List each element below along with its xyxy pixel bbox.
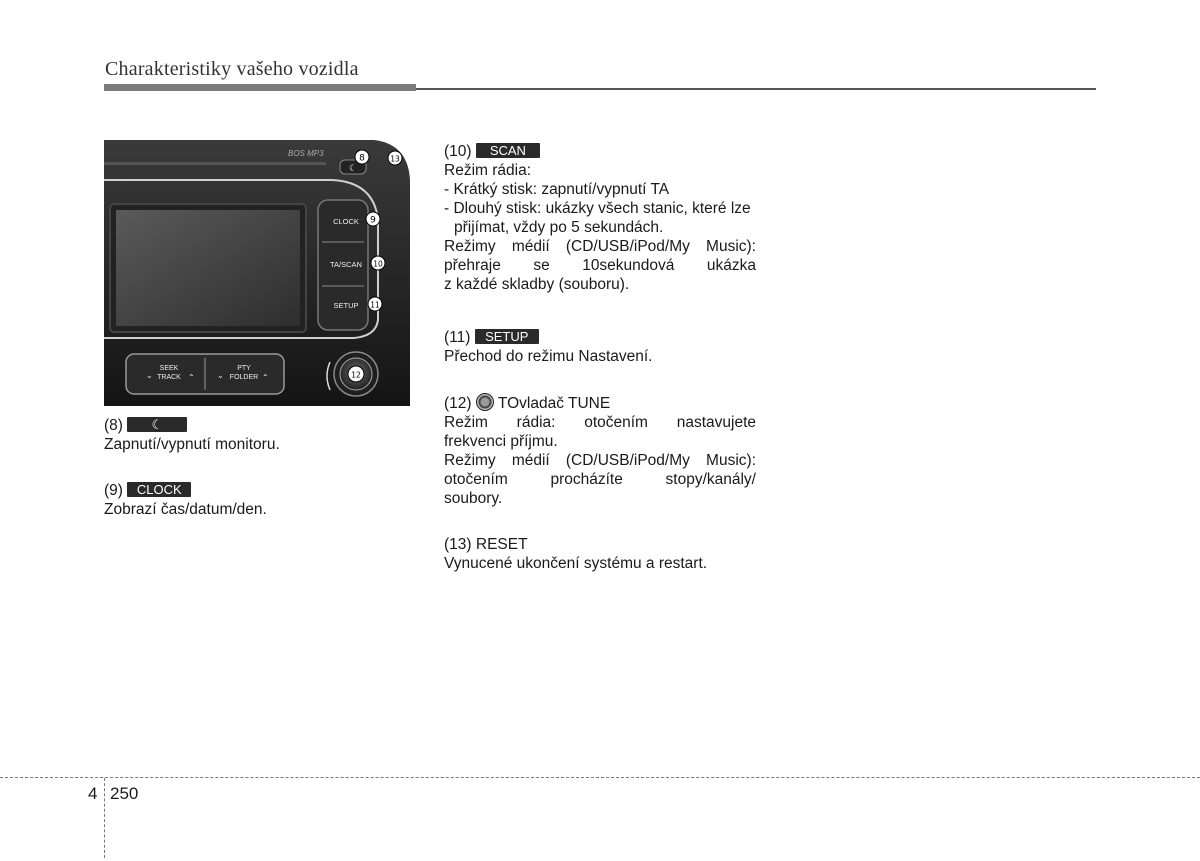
item-10-line4a: Režimy médií (CD/USB/iPod/My Music): — [444, 238, 756, 255]
item-10-line4c: z každé skladby (souboru). — [444, 276, 630, 293]
screen — [116, 210, 300, 326]
callout-13: 13 — [390, 154, 400, 164]
display-logo: BOS MP3 — [288, 149, 324, 158]
callout-9: 9 — [370, 215, 376, 226]
item-13-number: (13) RESET — [444, 536, 528, 553]
item-12-line2c: soubory. — [444, 490, 503, 507]
item-12-line1b: frekvenci příjmu. — [444, 433, 558, 450]
page-title: Charakteristiky vašeho vozidla — [105, 58, 359, 80]
item-12 — [444, 393, 756, 508]
header-rule-thin — [416, 88, 1096, 90]
chapter-number: 4 — [88, 784, 98, 803]
item-11-number: (11) — [444, 329, 471, 346]
setup-badge: SETUP — [475, 329, 539, 344]
item-12-label: TOvladač TUNE — [497, 395, 611, 412]
callout-10: 10 — [373, 259, 383, 269]
item-12-line2b: otočením procházíte stopy/kanály/ — [444, 471, 756, 488]
item-9 — [104, 481, 267, 519]
item-12-number: (12) — [444, 395, 472, 412]
item-13-desc: Vynucené ukončení systému a restart. — [444, 555, 708, 572]
seek-line2: TRACK — [157, 374, 181, 381]
chevron-up-icon: ⌃ — [188, 373, 195, 382]
header-rule-thick — [104, 84, 416, 91]
pty-line2: FOLDER — [229, 374, 259, 381]
item-8 — [104, 416, 280, 454]
scan-badge: SCAN — [476, 143, 540, 158]
item-10-line2: - Krátký stisk: zapnutí/vypnutí TA — [444, 181, 670, 198]
callout-8: 8 — [359, 153, 365, 164]
item-11 — [444, 328, 653, 366]
clock-button-label: CLOCK — [333, 217, 359, 226]
chevron-up-icon: ⌃ — [262, 373, 269, 382]
item-10-number: (10) — [444, 143, 472, 160]
item-12-line1a: Režim rádia: otočením nastavujete — [444, 414, 756, 431]
tascan-button-label: TA/SCAN — [330, 260, 362, 269]
item-8-number: (8) — [104, 417, 123, 434]
footer-vertical-rule — [104, 778, 105, 858]
callout-11: 11 — [370, 300, 380, 310]
pty-line1: PTY — [237, 365, 251, 372]
audio-unit-illustration — [104, 140, 414, 406]
item-10-line3: - Dlouhý stisk: ukázky všech stanic, které lze přijímat, vždy po 5 sekundách. — [444, 200, 751, 236]
setup-button-label: SETUP — [333, 301, 359, 310]
item-9-number: (9) — [104, 482, 123, 499]
callout-12: 12 — [351, 370, 361, 380]
tune-knob-icon — [476, 393, 494, 411]
chevron-down-icon: ⌄ — [146, 371, 153, 380]
chevron-down-icon: ⌄ — [217, 371, 224, 380]
moon-icon: ☾ — [348, 164, 358, 174]
item-10 — [444, 142, 756, 294]
item-13 — [444, 535, 707, 573]
item-8-desc: Zapnutí/vypnutí monitoru. — [104, 436, 280, 453]
moon-badge-icon: ☾ — [127, 417, 187, 432]
footer-rule — [0, 777, 1200, 778]
cd-slot — [104, 162, 326, 165]
clock-badge: CLOCK — [127, 482, 191, 497]
page-number: 250 — [110, 784, 139, 803]
seek-line1: SEEK — [159, 365, 179, 372]
item-9-desc: Zobrazí čas/datum/den. — [104, 501, 267, 518]
item-10-line4b: přehraje se 10sekundová ukázka — [444, 257, 756, 274]
item-10-line1: Režim rádia: — [444, 162, 531, 179]
item-11-desc: Přechod do režimu Nastavení. — [444, 348, 653, 365]
item-12-line2a: Režimy médií (CD/USB/iPod/My Music): — [444, 452, 756, 469]
